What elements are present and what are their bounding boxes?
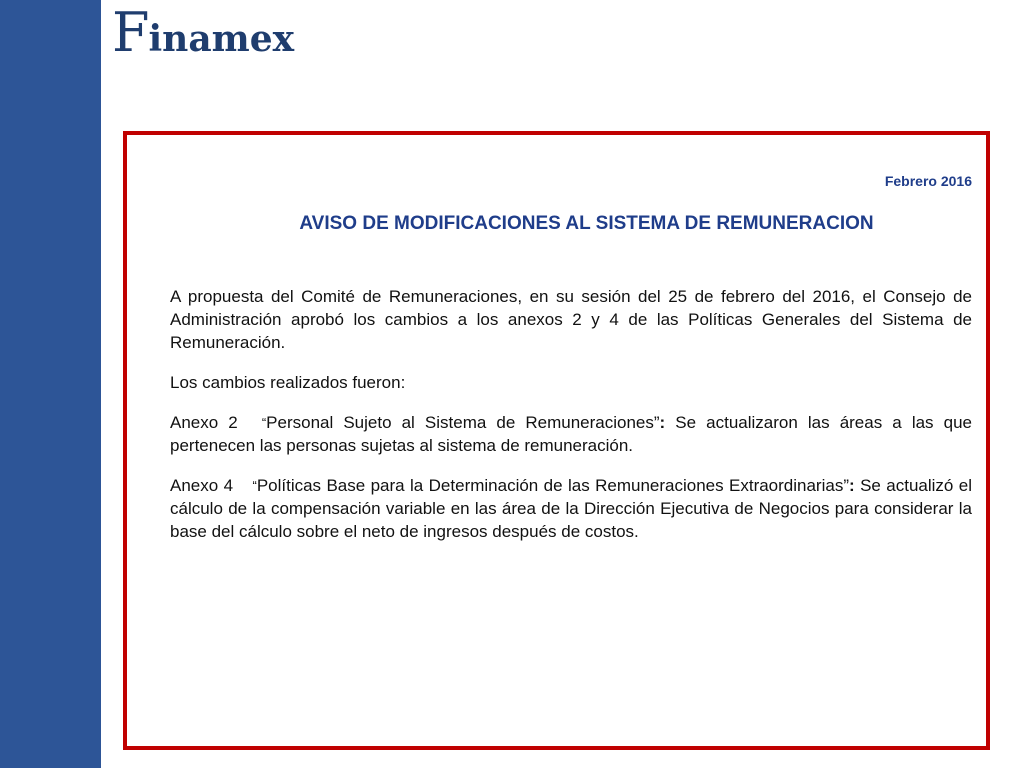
notice-title: AVISO DE MODIFICACIONES AL SISTEMA DE REMUNERACION — [299, 213, 874, 234]
annex-2-description: Se actualizaron las áreas a las que pertenecen las personas sujetas al sistema de remuneración. — [170, 413, 972, 455]
annex-2-label: Anexo 2 — [170, 413, 238, 432]
logo-wordmark: inamex — [148, 18, 295, 60]
annex-4-close-quote: ” — [843, 476, 849, 495]
brand-sidebar — [0, 0, 101, 768]
annex-2-open-quote: “ — [261, 415, 267, 430]
annex-4-paragraph — [170, 474, 972, 543]
annex-2-separator: : — [659, 413, 666, 432]
annex-4-name: Políticas Base para la Determinación de las Remuneraciones Extraordinarias — [256, 476, 844, 495]
finamex-logo — [112, 1, 295, 64]
notice-date: Febrero 2016 — [884, 173, 972, 189]
notice-body — [170, 285, 972, 543]
notice-frame — [123, 131, 990, 750]
logo-initial: F — [112, 1, 149, 64]
annex-2-name: Personal Sujeto al Sistema de Remuneraciones — [266, 413, 654, 432]
annex-4-separator: : — [849, 476, 855, 495]
annex-2-paragraph — [170, 411, 972, 457]
annex-4-label: Anexo 4 — [170, 476, 234, 495]
annex-4-description: Se actualizó el cálculo de la compensación variable en las área de la Dirección Ejecutiva de Negocios para considerar la base del cálculo sobre el neto de ingresos después de costos. — [170, 476, 972, 541]
annex-2-close-quote: ” — [653, 413, 660, 432]
annex-4-open-quote: “ — [252, 478, 257, 493]
intro-paragraph: A propuesta del Comité de Remuneraciones, en su sesión del 25 de febrero del 2016, el Consejo de Administración aprobó los cambios a los anexos 2 y 4 de las Políticas Generales del Sistema de Remuneración. — [170, 287, 972, 352]
changes-heading: Los cambios realizados fueron: — [170, 373, 406, 392]
